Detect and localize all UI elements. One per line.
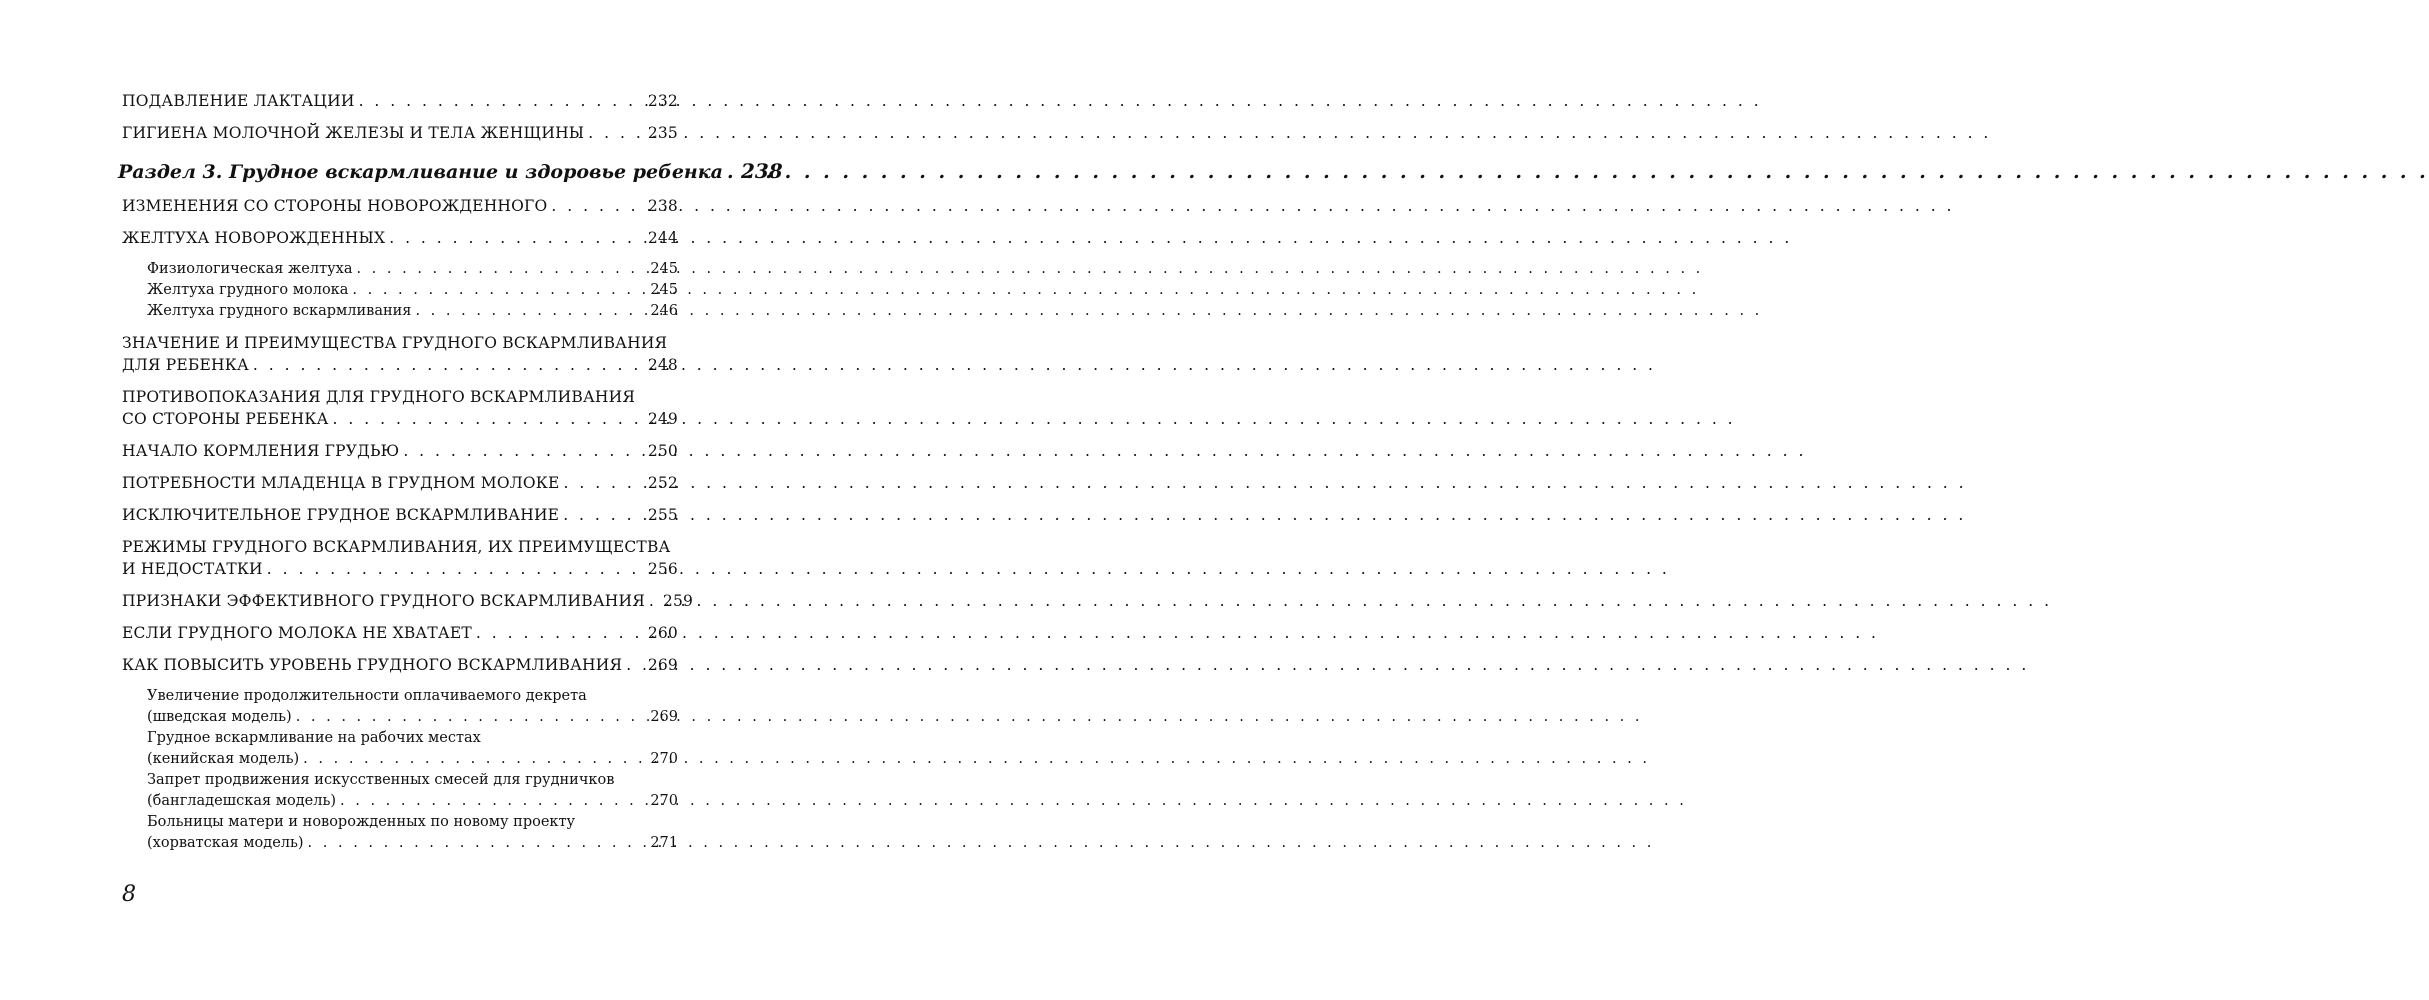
toc-entry-title: (шведская модель) <box>147 709 292 725</box>
toc-entry[interactable] <box>122 440 678 462</box>
dot-leader <box>253 354 644 376</box>
toc-entry-title: СО СТОРОНЫ РЕБЕНКА <box>122 410 329 428</box>
toc-entry-row <box>118 158 783 185</box>
toc-entry-row <box>147 749 678 770</box>
toc-entry[interactable] <box>122 536 678 580</box>
dot-leader <box>267 558 644 580</box>
page-number: 8 <box>122 882 136 907</box>
toc-entry-row <box>122 590 694 612</box>
toc-page-number: 271 <box>650 835 678 851</box>
toc-subentry[interactable] <box>122 770 678 812</box>
toc-subentry[interactable] <box>122 686 678 728</box>
toc-entry-title-line: Увеличение продолжительности оплачиваемого декрета <box>147 688 587 704</box>
toc-entry-row <box>147 707 678 728</box>
toc-page-number: 259 <box>662 592 694 610</box>
dot-leader <box>564 472 644 494</box>
toc-entry-title: И НЕДОСТАТКИ <box>122 560 263 578</box>
toc-entry-title: (хорватская модель) <box>147 835 304 851</box>
toc-page-number: 249 <box>647 410 678 428</box>
toc-entry-title: ИЗМЕНЕНИЯ СО СТОРОНЫ НОВОРОЖДЕННОГО <box>122 197 548 215</box>
dot-leader <box>563 504 644 526</box>
toc-entry-title: (бангладешская модель) <box>147 793 337 809</box>
toc-subentry[interactable] <box>122 812 678 854</box>
toc-entry-row <box>147 301 678 322</box>
toc-page-number: 238 <box>740 159 783 183</box>
dot-leader <box>551 195 643 217</box>
dot-leader <box>296 707 647 728</box>
toc-entry-row <box>122 558 678 580</box>
toc-entry-title-line: Запрет продвижения искусственных смесей для грудничков <box>147 772 615 788</box>
toc-subentry[interactable] <box>122 259 678 280</box>
dot-leader <box>626 654 644 676</box>
toc-entry-row <box>147 833 678 854</box>
toc-subentry[interactable] <box>122 280 678 301</box>
toc-entry-title-line: Больницы матери и новорожденных по новому проекту <box>147 814 576 830</box>
toc-entry-title: ПОТРЕБНОСТИ МЛАДЕНЦА В ГРУДНОМ МОЛОКЕ <box>122 474 560 492</box>
toc-entry-title: Желтуха грудного вскармливания <box>147 303 412 319</box>
dot-leader <box>476 622 644 644</box>
toc-entry[interactable] <box>122 504 678 526</box>
toc-entry-title: ИСКЛЮЧИТЕЛЬНОЕ ГРУДНОЕ ВСКАРМЛИВАНИЕ <box>122 506 560 524</box>
toc-entry[interactable] <box>122 386 678 430</box>
toc-entry-row <box>122 354 678 376</box>
toc-page-number: 235 <box>647 124 678 142</box>
toc-page-number: 269 <box>650 709 678 725</box>
dot-leader <box>415 301 646 322</box>
toc-entry-title: ГИГИЕНА МОЛОЧНОЙ ЖЕЛЕЗЫ И ТЕЛА ЖЕНЩИНЫ <box>122 124 585 142</box>
toc-entry-row <box>147 259 678 280</box>
toc-entry-title: НАЧАЛО КОРМЛЕНИЯ ГРУДЬЮ <box>122 442 400 460</box>
toc-page-number: 248 <box>647 356 678 374</box>
toc-entry-row <box>122 122 678 144</box>
toc-page-number: 255 <box>647 506 678 524</box>
toc-entry-title: ЖЕЛТУХА НОВОРОЖДЕННЫХ <box>122 229 386 247</box>
toc-entry[interactable] <box>122 622 678 644</box>
toc-page-number: 246 <box>650 303 678 319</box>
toc-entry-row <box>147 280 678 301</box>
toc-page-number: 238 <box>647 197 678 215</box>
toc-page-number: 250 <box>647 442 678 460</box>
toc-entry[interactable] <box>122 654 678 676</box>
toc-entry[interactable] <box>122 90 678 112</box>
toc-entry-row <box>122 472 678 494</box>
toc-entry-row <box>122 195 678 217</box>
dot-leader <box>308 833 647 854</box>
toc-section-heading[interactable] <box>118 158 783 185</box>
toc-page-number: 232 <box>647 92 678 110</box>
toc-entry-title: ДЛЯ РЕБЕНКА <box>122 356 249 374</box>
toc-entry-title-line: ПРОТИВОПОКАЗАНИЯ ДЛЯ ГРУДНОГО ВСКАРМЛИВАНИЯ <box>122 388 636 406</box>
toc-entry-row <box>122 504 678 526</box>
toc-entry[interactable] <box>122 590 694 612</box>
toc-entry-row <box>147 791 678 812</box>
toc-entry-title-line: РЕЖИМЫ ГРУДНОГО ВСКАРМЛИВАНИЯ, ИХ ПРЕИМУЩЕСТВА <box>122 538 671 556</box>
dot-leader <box>303 749 646 770</box>
dot-leader <box>356 259 646 280</box>
toc-page-number: 256 <box>647 560 678 578</box>
toc-subentry[interactable] <box>122 301 678 322</box>
dot-leader <box>649 590 659 612</box>
dot-leader <box>359 90 644 112</box>
toc-entry-title-line: ЗНАЧЕНИЕ И ПРЕИМУЩЕСТВА ГРУДНОГО ВСКАРМЛИВАНИЯ <box>122 334 668 352</box>
toc-entry-title: Физиологическая желтуха <box>147 261 353 277</box>
toc-entry-row <box>122 408 678 430</box>
toc-subentry[interactable] <box>122 728 678 770</box>
toc-page-number: 252 <box>647 474 678 492</box>
toc-entry-row <box>122 622 678 644</box>
toc-entry-title: ЕСЛИ ГРУДНОГО МОЛОКА НЕ ХВАТАЕТ <box>122 624 472 642</box>
toc-page-number: 260 <box>647 624 678 642</box>
toc-entry-row <box>122 654 678 676</box>
dot-leader <box>333 408 644 430</box>
toc-page-number: 269 <box>647 656 678 674</box>
dot-leader <box>340 791 646 812</box>
toc-entry-title-line: Грудное вскармливание на рабочих местах <box>147 730 481 746</box>
toc-entry[interactable] <box>122 227 678 249</box>
toc-entry-row <box>122 440 678 462</box>
table-of-contents <box>118 90 783 854</box>
toc-entry-title: (кенийская модель) <box>147 751 300 767</box>
toc-page-number: 270 <box>650 793 678 809</box>
dot-leader <box>352 280 646 301</box>
toc-entry[interactable] <box>122 195 678 217</box>
toc-entry-title: Желтуха грудного молока <box>147 282 349 298</box>
toc-entry-row <box>122 90 678 112</box>
toc-entry[interactable] <box>122 332 678 376</box>
dot-leader <box>727 159 737 185</box>
toc-entry-title: ПОДАВЛЕНИЕ ЛАКТАЦИИ <box>122 92 355 110</box>
toc-entry-row <box>122 227 678 249</box>
toc-page-number: 245 <box>650 261 678 277</box>
dot-leader <box>588 122 644 144</box>
toc-page-number: 245 <box>650 282 678 298</box>
dot-leader <box>403 440 644 462</box>
toc-page-number: 244 <box>647 229 678 247</box>
toc-entry-title: КАК ПОВЫСИТЬ УРОВЕНЬ ГРУДНОГО ВСКАРМЛИВАНИЯ <box>122 656 623 674</box>
toc-entry-title: Раздел 3. Грудное вскармливание и здоровье ребенка <box>118 161 723 183</box>
toc-page-number: 270 <box>650 751 678 767</box>
toc-entry-title: ПРИЗНАКИ ЭФФЕКТИВНОГО ГРУДНОГО ВСКАРМЛИВАНИЯ <box>122 592 645 610</box>
toc-entry[interactable] <box>122 472 678 494</box>
toc-entry[interactable] <box>122 122 678 144</box>
dot-leader <box>389 227 644 249</box>
